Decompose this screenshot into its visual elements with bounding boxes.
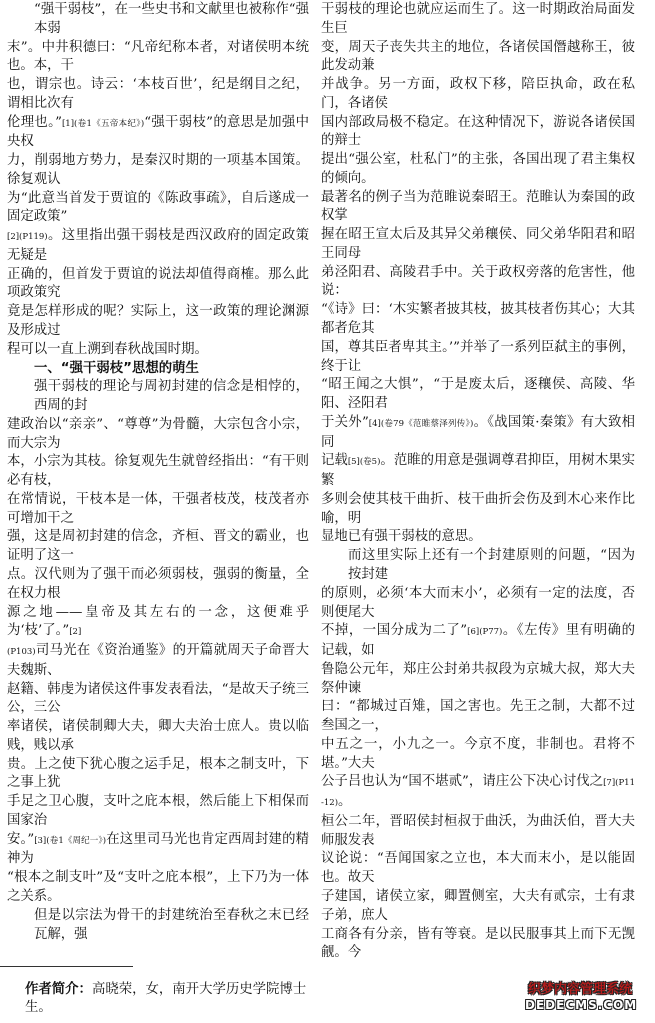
text-line [321, 339, 635, 377]
citation-ref: [2](P119) [7, 232, 48, 243]
text-line [321, 414, 635, 453]
text-run: 弟泾阳君、高陵君手中。关于政权旁落的危害性，他说： [321, 264, 635, 299]
text-line [321, 376, 635, 414]
text-run: 工商各有分亲，皆有等衰。是以民服事其上而下无觊觎。今 [321, 926, 635, 961]
text-run: 公子吕也认为“国不堪贰”，请庄公下决心讨伐之 [321, 774, 604, 790]
text-line [321, 622, 635, 661]
text-line [7, 114, 309, 153]
text-run: 握在昭王宣太后及其异父弟穰侯、同父弟华阳君和昭王同母 [321, 227, 635, 261]
text-run: 。《战国策·秦策》有大致相同 [321, 414, 635, 450]
author-note-text: 高晓荣，女，南开大学历史学院博士生。 [25, 982, 307, 1016]
text-run: 国，尊其臣者卑其主。’”并举了一系列臣弑主的事例，终于让 [321, 339, 635, 374]
text-run: 子建国，诸侯立家，卿置侧室，大夫有贰宗，士有隶子弟，庶人 [321, 888, 635, 923]
text-line [321, 661, 635, 699]
author-note [25, 981, 321, 1017]
text-run: 源之地——皇帝及其左右的一念，这便难乎为‘枝’了。” [7, 604, 309, 639]
text-line [7, 1, 309, 39]
text-run: 司马光在《资治通鉴》的开篇就周天子命晋大夫魏斯、 [7, 643, 309, 678]
text-run: 。《左传》里有明确的记载，如 [321, 623, 635, 659]
text-run: 鲁隐公元年，郑庄公封弟共叔段为京城大叔，郑大夫祭仲谏 [321, 661, 635, 696]
text-line [7, 303, 309, 341]
text-run: 并战争。另一方面，政权下移，陪臣执命，政在私门，各诸侯 [321, 77, 635, 111]
text-line [7, 152, 309, 190]
text-line [321, 813, 635, 851]
text-run: 变，周天子丧失共主的地位，各诸侯国僭越称王，彼此发动兼 [321, 39, 635, 74]
text-run: 桓公二年，晋昭侯封桓叔于曲沃，为曲沃伯，晋大夫师服发表 [321, 813, 635, 848]
text-line [321, 189, 635, 227]
text-run: 但是以宗法为骨干的封建统治至春秋之末已经瓦解，强 [34, 907, 309, 942]
text-run: “《诗》曰：‘木实繁者披其枝，披其枝者伤其心；大其都者危其 [321, 302, 635, 337]
citation-ref: [2] [69, 627, 82, 638]
text-run: 率诸侯，诸侯制卿大夫，卿大夫治士庶人。贵以临贱，贱以承 [7, 719, 309, 753]
text-run: “昭王闻之大惧”，“于是废太后，逐穰侯、高陵、华阳、泾阳君 [321, 377, 635, 412]
text-line [321, 528, 635, 547]
text-line [7, 76, 309, 114]
text-run: 竟是怎样形成的呢？实际上，这一政策的理论渊源及形成过 [7, 304, 309, 339]
text-run: 也，谓宗也。诗云：‘本枝百世’，纪是纲目之纪，谓相比次有 [7, 77, 309, 111]
text-line [321, 1, 635, 39]
text-line [321, 76, 635, 114]
right-column [321, 1, 635, 963]
text-line [321, 773, 635, 813]
text-run: 正确的，但首发于贾谊的说法却值得商榷。那么此项政策究 [7, 266, 309, 301]
text-run: 安。” [7, 831, 35, 847]
text-line [321, 736, 635, 774]
text-run: 于关外” [321, 414, 369, 430]
text-run: 强干弱枝的理论与周初封建的信念是相悖的，西周的封 [34, 379, 309, 414]
text-line [7, 642, 309, 681]
text-line [321, 585, 635, 623]
citation-ref: (P103) [7, 647, 36, 658]
text-line [7, 566, 309, 604]
left-column [7, 1, 309, 944]
citation-ref: [6](P77) [467, 627, 503, 638]
text-line [321, 491, 635, 529]
watermark-logo [525, 981, 638, 1013]
text-run: “根本之制支叶”及“支叶之庇本根”，上下乃为一体之关系。 [7, 870, 309, 904]
text-run: “强干弱枝”的意思是加强中央权 [7, 114, 309, 150]
text-run: 力，削弱地方势力，是秦汉时期的一项基本国策。徐复观认 [7, 153, 309, 187]
right-column-wrapper [321, 1, 638, 1013]
text-run: 一、“强干弱枝”思想的萌生 [34, 360, 199, 376]
text-line [7, 266, 309, 304]
text-run: 本，小宗为其枝。徐复观先生就曾经指出：“有干则必有枝， [7, 454, 309, 489]
text-line [7, 681, 309, 719]
text-run: 。 [338, 794, 352, 810]
text-run: 末”。中井积德曰：“凡帝纪称本者，对诸侯明本统也。本，干 [7, 39, 309, 74]
text-line [7, 416, 309, 454]
text-run: 在这里司马光也肯定西周封建的精神为 [7, 831, 309, 867]
text-line [7, 756, 309, 794]
text-run: 为“此意当首发于贾谊的《陈政事疏》，自后遂成一固定政策” [7, 190, 309, 225]
text-run: 点。汉代则为了强干而必须弱枝，强弱的衡量，全在权力根 [7, 566, 309, 601]
text-line [321, 926, 635, 964]
text-run: 不掉，一国分成为二了” [321, 623, 468, 639]
text-run: 记载 [321, 453, 348, 469]
text-line [321, 850, 635, 888]
text-line [321, 698, 635, 736]
text-line [7, 453, 309, 491]
text-run: “强干弱枝”，在一些史书和文献里也被称作“强本弱 [34, 2, 309, 36]
text-run: 而这里实际上还有一个封建原则的问题，“因为按封建 [348, 548, 635, 582]
text-run: 手足之卫心腹，支叶之庇本根，然后能上下相保而国家治 [7, 794, 309, 828]
text-run: 贵。上之使下犹心腹之运手足，根本之制支叶，下之事上犹 [7, 756, 309, 791]
citation-ref: [4](卷79《范睢蔡泽列传》) [368, 418, 474, 429]
text-run: 显地已有强干弱枝的意思。 [321, 529, 482, 545]
text-line [7, 39, 309, 77]
watermark-line-2: DEDECMS.COM [525, 998, 638, 1013]
text-run: 提出“强公室，杜私门”的主张，各国出现了君主集权的倾向。 [321, 152, 635, 186]
text-line [321, 264, 635, 302]
citation-ref: [7](P11-12) [321, 778, 635, 809]
left-column-wrapper [7, 1, 321, 1017]
text-line [7, 528, 309, 566]
text-line [7, 869, 309, 907]
footnote-divider [0, 966, 133, 967]
watermark-line-1: 织梦内容管理系统 [527, 982, 632, 998]
text-run: 建政治以“亲亲”、“尊尊”为骨髓，大宗包含小宗，而大宗为 [7, 416, 309, 451]
text-line [321, 888, 635, 926]
text-run: 赵籍、韩虔为诸侯这件事发表看法，“是故天子统三公，三公 [7, 681, 309, 716]
text-line [321, 226, 635, 264]
text-run: 强，这是周初封建的信念，齐桓、晋文的霸业，也证明了这一 [7, 529, 309, 564]
text-line [7, 491, 309, 529]
text-run: 干弱枝的理论也就应运而生了。这一时期政治局面发生巨 [321, 2, 635, 36]
text-line [321, 114, 635, 152]
text-line [321, 301, 635, 339]
text-run: 伦理也。” [7, 114, 62, 130]
text-run: 。这里指出强干弱枝是西汉政府的固定政策无疑是 [7, 228, 309, 263]
section-heading [7, 360, 309, 379]
text-line [7, 341, 309, 360]
text-run: 中五之一，小九之一。今京不度，非制也。君将不堪。”大夫 [321, 736, 635, 771]
citation-ref: [5](卷5) [347, 457, 381, 468]
text-line [7, 378, 309, 416]
text-line [321, 39, 635, 77]
text-line [7, 227, 309, 266]
text-run: 在常情说，干枝本是一体，干强者枝茂，枝茂者亦可增加干之 [7, 491, 309, 526]
citation-ref: [3](卷1《周纪一》) [34, 835, 107, 846]
text-run: 议论说：“吾闻国家之立也，本大而末小，是以能固也。故天 [321, 851, 635, 886]
text-run: 。范睢的用意是强调尊君抑臣，用树木果实繁 [321, 453, 636, 489]
text-run: 国内部政局极不稳定。在这种情况下，游说各诸侯国的辩士 [321, 114, 635, 149]
text-line [7, 604, 309, 643]
citation-ref: [1](卷1《五帝本纪》) [61, 118, 145, 129]
text-run: 的原则，必须‘本大而末小’，必须有一定的法度，否则便尾大 [321, 585, 635, 620]
text-run: 曰：“都城过百雉，国之害也。先王之制，大都不过叁国之一， [321, 699, 635, 734]
text-line [321, 452, 635, 491]
text-line [321, 151, 635, 189]
text-line [321, 547, 635, 585]
text-run: 程可以一直上溯到春秋战国时期。 [7, 341, 208, 357]
text-run: 多则会使其枝干曲折、枝干曲折会伤及到木心来作比喻，明 [321, 491, 635, 526]
text-line [7, 793, 309, 831]
text-run: 最著名的例子当为范睢说秦昭王。范睢认为秦国的政权掌 [321, 189, 635, 224]
text-line [7, 907, 309, 945]
text-line [7, 718, 309, 756]
text-line [7, 831, 309, 870]
text-line [7, 190, 309, 228]
author-note-label: 作者简介： [25, 982, 92, 998]
